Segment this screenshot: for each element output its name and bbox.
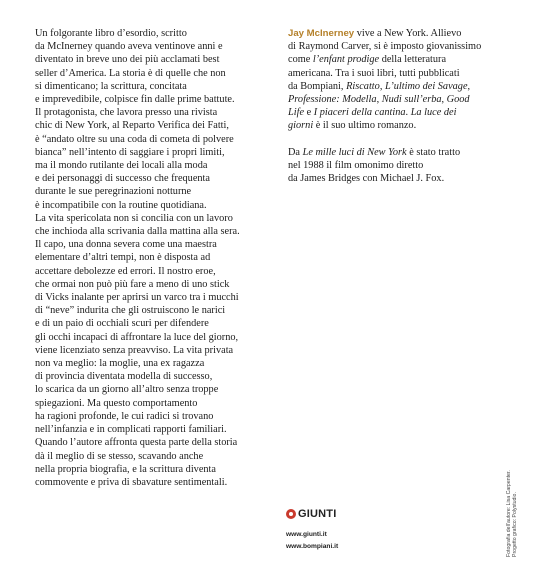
synopsis-line: nella propria biografia, e la scrittura diventa [35, 463, 216, 475]
author-bio-text: . [405, 107, 411, 119]
synopsis-line: di provincia diventata modella di successo, [35, 371, 213, 383]
author-bio-text: e [304, 107, 314, 119]
synopsis-line: è “andato oltre su una coda di cometa di polvere [35, 133, 234, 145]
author-bio-text: , [467, 80, 471, 92]
synopsis-line: è incompatibile con la routine quotidiana. [35, 199, 207, 211]
book-title: giorni [288, 120, 314, 132]
author-name: Jay McInerney [288, 28, 355, 39]
author-bio-line [288, 106, 508, 119]
synopsis-line: Il protagonista, che lavora presso una rivista [35, 107, 218, 119]
author-bio-text: vive a New York. Allievo [354, 28, 462, 39]
synopsis-line: seller d’America. La storia è di quelle che non [35, 67, 226, 79]
synopsis-line: dà il meglio di se stesso, scavando anche [35, 450, 204, 462]
synopsis-line: e dei personaggi di successo che frequenta [35, 173, 210, 185]
author-bio-text: è il suo ultimo romanzo. [313, 120, 417, 132]
author-bio-text: , [376, 94, 382, 106]
synopsis-line: gli occhi incapaci di affrontare la luce del giorno, [35, 331, 239, 343]
italic-phrase: l’enfant prodige [312, 54, 380, 66]
author-bio-text: , [441, 94, 447, 106]
book-title: Life [288, 107, 305, 119]
synopsis-line: di Vicks inalante per aprirsi un varco tra i mucchi [35, 292, 239, 304]
book-title: Good [446, 94, 470, 106]
author-bio-line [288, 27, 508, 40]
author-bio-line: di Raymond Carver, si è imposto giovanissimo [288, 41, 482, 53]
giunti-logo-icon [286, 509, 296, 519]
author-bio-text: , [379, 80, 385, 92]
synopsis-line: commovente e priva di sbavature sentimentali. [35, 476, 228, 488]
author-bio-line [288, 80, 508, 93]
author-bio-text: da Bompiani, [288, 80, 347, 92]
book-title: I piaceri della cantina [313, 107, 406, 119]
giunti-website-link[interactable]: www.giunti.it [286, 531, 327, 538]
author-bio-text: come [288, 54, 313, 66]
bompiani-website-link[interactable]: www.bompiani.it [286, 543, 339, 550]
synopsis-line: da McInerney quando aveva ventinove anni e [35, 41, 223, 53]
synopsis-line: diventato in breve uno dei più acclamati best [35, 54, 220, 66]
synopsis-line: di “neve” indurita che gli ostruiscono le narici [35, 305, 226, 317]
synopsis-line: Un folgorante libro d’esordio, scritto [35, 28, 187, 39]
author-bio [288, 27, 508, 185]
film-note-text: Da [288, 146, 303, 158]
giunti-logo [286, 508, 336, 520]
synopsis-text [35, 27, 261, 489]
synopsis-line: Quando l’autore affronta questa parte della storia [35, 437, 238, 449]
book-title: Nudi sull’erba [381, 94, 442, 106]
design-credit-line: Progetto grafico: Polystudio. [512, 492, 519, 557]
synopsis-line: ma il mondo rutilante dei locali alla moda [35, 160, 208, 172]
author-bio-line [288, 119, 508, 132]
synopsis-line: che ormai non può più fare a meno di uno stick [35, 278, 230, 290]
photo-credits [506, 470, 519, 557]
synopsis-line: elementare d’altri tempi, non è disposta ad [35, 252, 211, 264]
film-note-line: nel 1988 il film omonimo diretto [288, 159, 424, 171]
book-title: L’ultimo dei Savage [384, 80, 468, 92]
author-bio-line [288, 93, 508, 106]
synopsis-line: e di un paio di occhiali scuri per difendere [35, 318, 209, 330]
synopsis-line: ha ragioni profonde, le cui radici si trovano [35, 410, 214, 422]
synopsis-line: si dimenticano; la scrittura, concitata [35, 80, 187, 92]
synopsis-line: durante le sue peregrinazioni notturne [35, 186, 192, 198]
synopsis-line: non va meglio: la moglie, una ex ragazza [35, 358, 205, 370]
book-title: Riscatto [346, 80, 380, 92]
film-note-line [288, 146, 508, 159]
synopsis-line: La vita spericolata non si concilia con un lavoro [35, 212, 233, 224]
film-note-text: è stato tratto [406, 146, 461, 158]
book-title: La luce dei [410, 107, 457, 119]
synopsis-line: nell’infanzia e in complicati rapporti familiari. [35, 424, 227, 436]
synopsis-line: bianca” nell’intento di saggiare i propri limiti, [35, 146, 225, 158]
book-title: Le mille luci di New York [302, 146, 407, 158]
synopsis-line: e imprevedibile, colpisce fin dalle prime battute. [35, 94, 235, 106]
synopsis-line: viene licenziato senza preavviso. La vita privata [35, 344, 234, 356]
synopsis-line: accettare debolezze ed errori. Il nostro eroe, [35, 265, 216, 277]
film-note-line: da James Bridges con Michael J. Fox. [288, 173, 445, 185]
giunti-logo-text: GIUNTI [298, 508, 337, 520]
book-title: Professione: Modella [288, 94, 377, 106]
synopsis-line: chic di New York, al Reparto Verifica dei Fatti, [35, 120, 229, 132]
synopsis-line: spiegazioni. Ma questo comportamento [35, 397, 198, 409]
synopsis-line: Il capo, una donna severa come una maestra [35, 239, 217, 251]
photo-credit-line: Fotografia dell’autore: Lisa Carpenter. [506, 470, 512, 557]
author-bio-line: americana. Tra i suoi libri, tutti pubblicati [288, 67, 460, 79]
author-bio-line [288, 53, 508, 66]
synopsis-line: che inchioda alla scrivania dalla mattina alla sera. [35, 226, 240, 238]
author-bio-text: della letteratura [379, 54, 447, 66]
paragraph-gap [288, 133, 508, 146]
synopsis-line: lo scarica da un giorno all’altro senza troppe [35, 384, 219, 396]
